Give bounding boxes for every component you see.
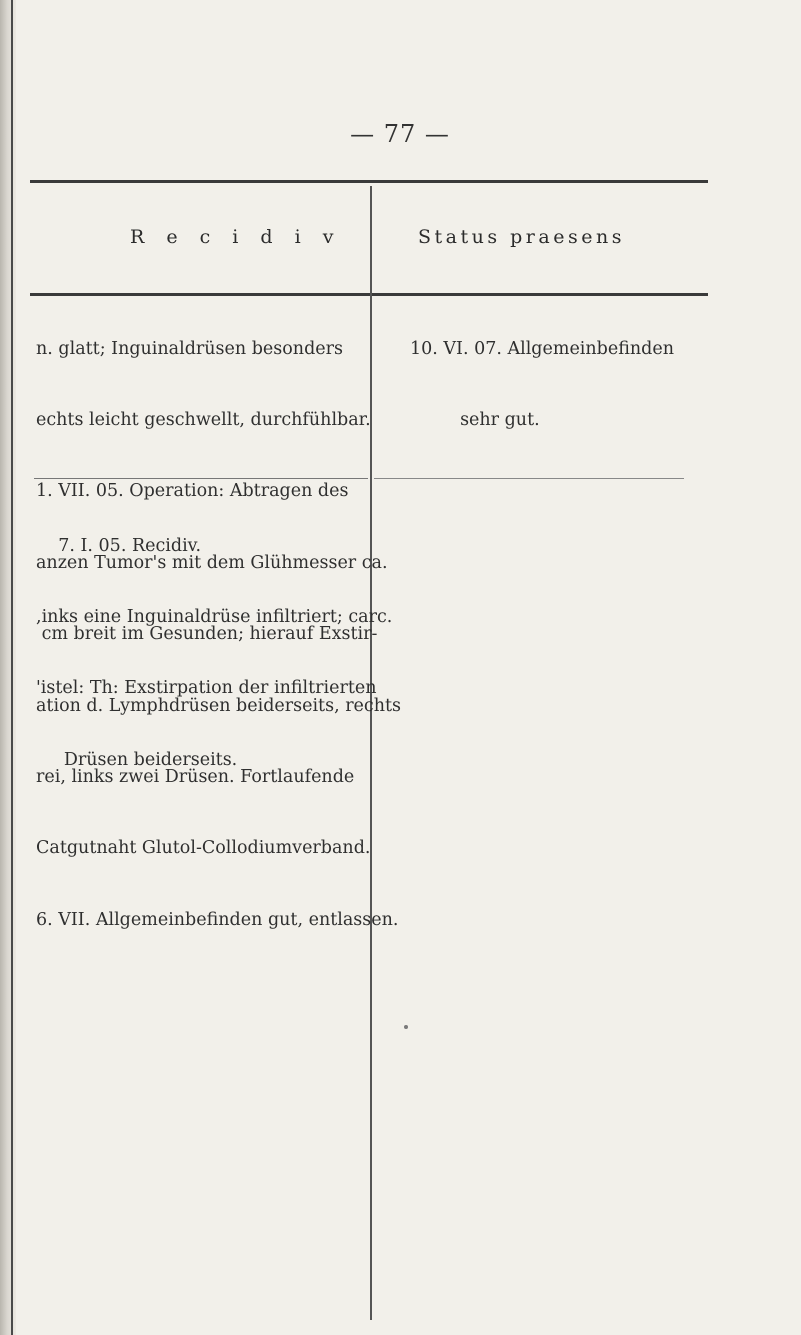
- binding-edge: [0, 0, 16, 1335]
- text-line: Drüsen beiderseits.: [36, 749, 238, 770]
- table-top-rule: [30, 180, 708, 183]
- binding-line: [11, 0, 13, 1335]
- text-line: 10. VI. 07. Allgemeinbefinden: [410, 338, 675, 359]
- text-line: Catgutnaht Glutol-Collodiumverband.: [36, 838, 371, 859]
- text-line: 7. I. 05. Recidiv.: [36, 535, 202, 556]
- text-line: echts leicht geschwellt, durchfühlbar.: [36, 409, 371, 430]
- row-separator-left: [34, 478, 368, 479]
- recidiv-entry-2: [36, 487, 392, 820]
- row-separator-right: [374, 478, 684, 479]
- paper-speck: [404, 1025, 408, 1029]
- page-number: — 77 —: [350, 120, 450, 148]
- text-line: 'istel: Th: Exstirpation der infiltrierten: [36, 678, 377, 699]
- column-header-status-praesens: Status praesens: [418, 226, 625, 248]
- text-line: cm breit im Gesunden; hierauf Exstir-: [36, 624, 378, 645]
- text-line: 1. VII. 05. Operation: Abtragen des: [36, 481, 349, 502]
- text-line: rei, links zwei Drüsen. Fortlaufende: [36, 766, 355, 787]
- text-line: n. glatt; Inguinaldrüsen besonders: [36, 338, 343, 359]
- text-line: anzen Tumor's mit dem Glühmesser ca.: [36, 552, 388, 573]
- status-entry-1: [410, 290, 674, 480]
- text-line: ,inks eine Inguinaldrüse infiltriert; carc.: [36, 606, 393, 627]
- column-header-recidiv: R e c i d i v: [130, 226, 342, 248]
- text-line: 6. VII. Allgemeinbefinden gut, entlassen.: [36, 909, 399, 930]
- text-line: sehr gut.: [410, 409, 540, 430]
- text-line: ation d. Lymphdrüsen beiderseits, rechts: [36, 695, 401, 716]
